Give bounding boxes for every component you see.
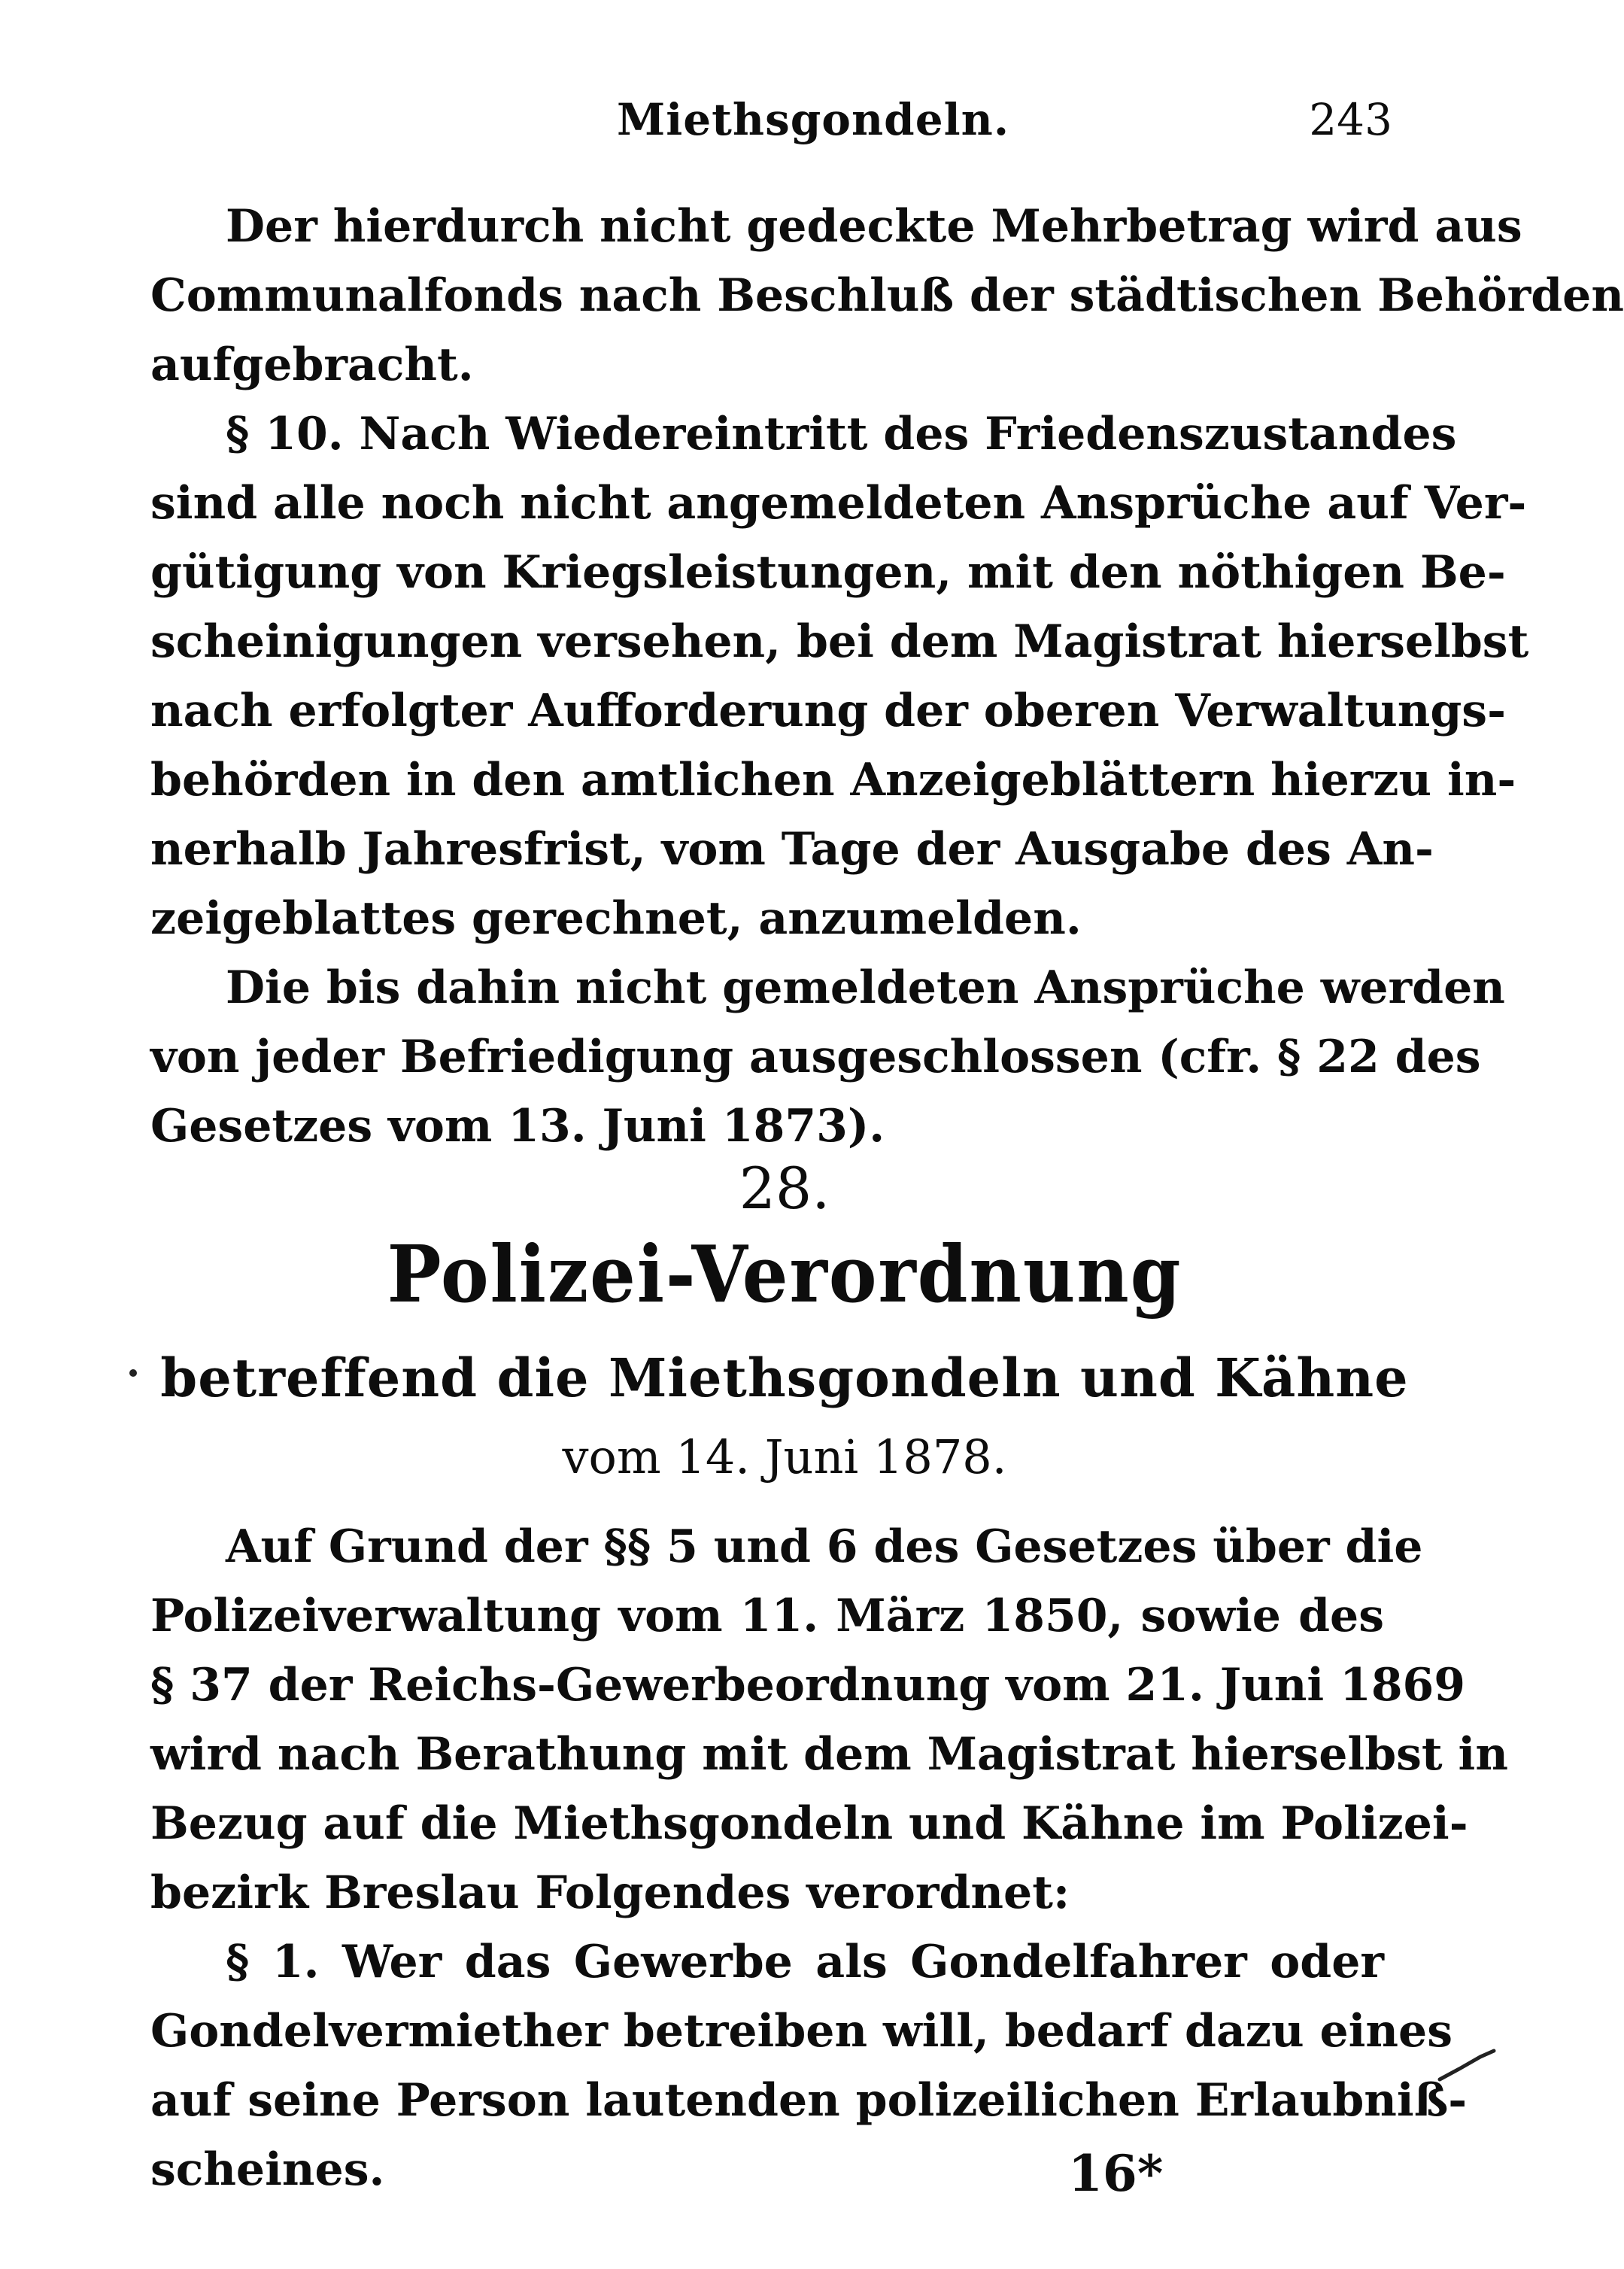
text-line: Die bis dahin nicht gemeldeten Ansprüche werden [226, 961, 1505, 1014]
text-line: bezirk Breslau Folgendes verordnet: [150, 1867, 1070, 1919]
section-subtitle: betreffend die Miethsgondeln und Kähne [160, 1347, 1409, 1409]
ink-mark-icon [1437, 2046, 1497, 2084]
running-header-title: Miethsgondeln. [617, 94, 1010, 145]
text-line: wird nach Berathung mit dem Magistrat hierselbst in [150, 1728, 1508, 1781]
text-line: gütigung von Kriegsleistungen, mit den nöthigen Be- [150, 546, 1506, 599]
text-line: auf seine Person lautenden polizeilichen Erlaubniß- [150, 2074, 1468, 2127]
text-line: scheinigungen versehen, bei dem Magistrat hierselbst [150, 615, 1529, 668]
text-line: Bezug auf die Miethsgondeln und Kähne im Polizei- [150, 1797, 1468, 1850]
text-line: Communalfonds nach Beschluß der städtischen Behörden [150, 269, 1624, 322]
text-line: Gondelvermiether betreiben will, bedarf dazu eines [150, 2005, 1453, 2058]
text-line: scheines. [150, 2143, 385, 2196]
section-title: Polizei-Verordnung [387, 1228, 1182, 1320]
signature-mark: 16* [1068, 2144, 1164, 2203]
text-line: sind alle noch nicht angemeldeten Ansprüche auf Ver- [150, 477, 1527, 530]
text-line: Polizeiverwaltung vom 11. März 1850, sowie des [150, 1590, 1384, 1642]
text-line: von jeder Befriedigung ausgeschlossen (cfr. § 22 des [150, 1031, 1481, 1083]
text-line: Der hierdurch nicht gedeckte Mehrbetrag wird aus [226, 200, 1522, 253]
text-line: behörden in den amtlichen Anzeigeblättern hierzu in- [150, 754, 1516, 806]
text-line: Auf Grund der §§ 5 und 6 des Gesetzes über die [226, 1520, 1423, 1573]
page-number: 243 [1309, 94, 1392, 145]
text-line: § 37 der Reichs-Gewerbeordnung vom 21. Juni 1869 [150, 1659, 1466, 1712]
text-line: Gesetzes vom 13. Juni 1873). [150, 1100, 885, 1153]
text-line: zeigeblattes gerechnet, anzumelden. [150, 892, 1082, 945]
text-line: nerhalb Jahresfrist, vom Tage der Ausgabe des An- [150, 823, 1434, 876]
section-date: vom 14. Juni 1878. [562, 1429, 1007, 1484]
text-line: aufgebracht. [150, 339, 474, 391]
text-line: § 10. Nach Wiedereintritt des Friedenszustandes [226, 408, 1457, 460]
text-line: nach erfolgter Aufforderung der oberen Verwaltungs- [150, 685, 1506, 737]
text-line: § 1. Wer das Gewerbe als Gondelfahrer oder [226, 1936, 1384, 1988]
section-number: 28. [739, 1155, 830, 1222]
